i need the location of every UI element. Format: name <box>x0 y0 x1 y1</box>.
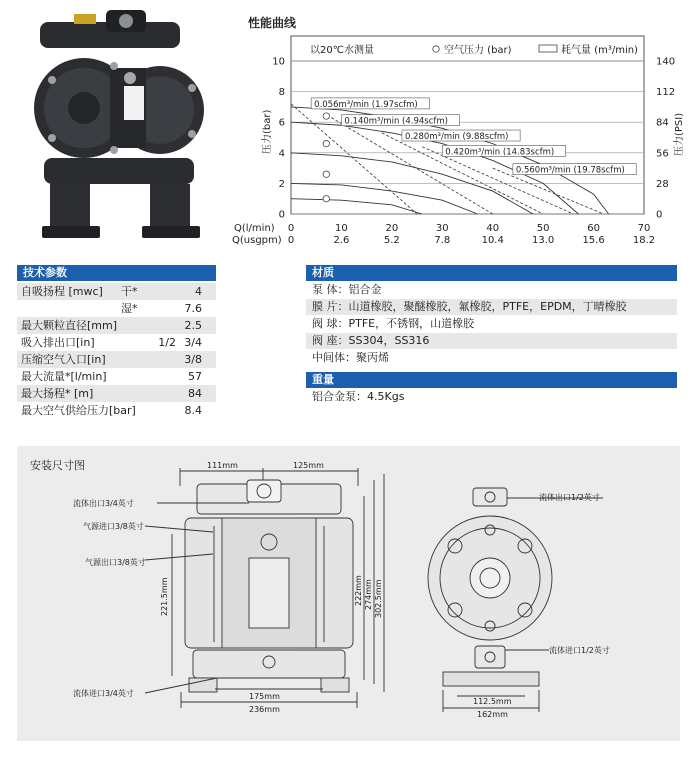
x-label-lmin: Q(l/min) <box>234 223 275 234</box>
dim-162: 162mm <box>477 710 508 719</box>
table-row <box>17 300 216 317</box>
performance-chart <box>230 34 690 248</box>
dim-111: 111mm <box>207 461 238 470</box>
y-tick-label: 10 <box>272 56 285 68</box>
pressure-marker <box>323 113 329 119</box>
spec-value: 7.6 <box>184 302 202 315</box>
side-view <box>428 488 603 712</box>
y-tick-label: 4 <box>278 148 285 160</box>
dim-274: 274mm <box>364 579 373 610</box>
consumption-label: 0.560m³/min (19.78scfm) <box>515 165 625 176</box>
spec-label: 自吸扬程 [mwc] <box>21 285 103 298</box>
table-row <box>17 385 216 402</box>
y2-tick-label: 56 <box>656 148 669 160</box>
y-tick-label: 0 <box>278 209 285 221</box>
legend-pressure: 空气压力 (bar) <box>444 45 512 56</box>
spec-label: 最大颗粒直径[mm] <box>21 319 118 332</box>
table-row <box>17 334 216 351</box>
label-air-out: 气源出口3/8英寸 <box>85 558 146 567</box>
table-row <box>17 368 216 385</box>
spec-value: 57 <box>188 370 202 383</box>
y2-tick-label: 84 <box>656 117 669 129</box>
x-tick-label: 60 <box>587 223 600 234</box>
dim-2215: 221.5mm <box>160 577 169 616</box>
weight-value: 铝合金泵：4.5Kgs <box>312 390 405 403</box>
list-item: 泵 体：铝合金 <box>312 283 382 296</box>
y-left-label: 压力(bar) <box>262 109 273 154</box>
spec-value: 3/8 <box>184 353 202 366</box>
spec-value: 2.5 <box>184 319 202 332</box>
weight-panel <box>306 372 677 405</box>
spec-label: 吸入排出口[in] <box>21 336 95 349</box>
spec-table <box>17 265 216 417</box>
pump-photo <box>22 8 212 246</box>
y-tick-label: 2 <box>278 178 285 190</box>
spec-sub: 干* <box>121 285 138 298</box>
x2-tick-label: 5.2 <box>383 235 400 246</box>
y-right-label: 压力(PSI) <box>674 112 685 156</box>
spec-value: 3/4 <box>184 336 202 349</box>
weight-title: 重量 <box>306 372 677 388</box>
spec-value-alt: 1/2 <box>158 336 176 349</box>
x2-tick-label: 13.0 <box>532 235 555 246</box>
spec-label: 最大流量*[l/min] <box>21 370 107 383</box>
label-outlet-front: 流体出口3/4英寸 <box>73 499 134 508</box>
x2-tick-label: 2.6 <box>333 235 350 246</box>
x-tick-label: 20 <box>385 223 399 234</box>
spec-title: 技术参数 <box>17 265 216 281</box>
consumption-label: 0.140m³/min (4.94scfm) <box>344 116 448 127</box>
label-inlet-front: 流体进口3/4英寸 <box>73 689 134 698</box>
y-tick-label: 8 <box>278 87 285 99</box>
table-row <box>17 283 216 300</box>
materials-panel <box>306 265 677 365</box>
legend-water: 以20℃水测量 <box>310 45 374 56</box>
legend-pressure-marker <box>433 46 439 52</box>
x-label-usgpm: Q(usgpm) <box>232 235 282 246</box>
dimension-drawing <box>17 446 680 741</box>
spec-value: 84 <box>188 387 202 400</box>
y2-tick-label: 112 <box>656 87 676 99</box>
spec-sub: 湿* <box>121 302 138 315</box>
spec-label: 最大空气供给压力[bar] <box>21 404 136 417</box>
y-tick-label: 6 <box>278 117 285 129</box>
y2-tick-label: 0 <box>656 209 663 221</box>
dim-222: 222mm <box>354 575 363 606</box>
label-inlet-side: 流体进口1/2英寸 <box>549 646 610 655</box>
y2-tick-label: 140 <box>656 56 676 68</box>
x-tick-label: 50 <box>536 223 550 234</box>
x2-tick-label: 0 <box>287 235 295 246</box>
x2-tick-label: 7.8 <box>434 235 451 246</box>
spec-value: 4 <box>195 285 202 298</box>
dim-1125: 112.5mm <box>473 697 512 706</box>
front-view <box>145 468 384 708</box>
legend-consumption: 耗气量 (m³/min) <box>561 45 638 56</box>
chart-heading: 性能曲线 <box>248 16 297 30</box>
spec-label: 最大扬程* [m] <box>21 387 94 400</box>
list-item: 膜 片：山道橡胶，聚醚橡胶，氟橡胶，PTFE，EPDM，丁晴橡胶 <box>306 299 677 315</box>
x2-tick-label: 15.6 <box>582 235 605 246</box>
consumption-label: 0.280m³/min (9.88scfm) <box>404 132 509 143</box>
pressure-marker <box>323 171 329 177</box>
list-item: 阀 座：SS304，SS316 <box>306 333 677 349</box>
list-item: 中间体：聚丙烯 <box>312 351 389 364</box>
label-air-in: 气源进口3/8英寸 <box>83 522 144 531</box>
label-outlet-side: 流体出口1/2英寸 <box>539 493 600 502</box>
consumption-label: 0.420m³/min (14.83scfm) <box>445 147 555 158</box>
legend-consumption-marker <box>539 45 557 52</box>
dim-236: 236mm <box>249 705 280 714</box>
x-tick-label: 10 <box>335 223 348 234</box>
spec-label: 压缩空气入口[in] <box>21 353 106 366</box>
table-row <box>17 402 216 419</box>
pressure-marker <box>323 140 329 146</box>
dimension-title: 安装尺寸图 <box>30 459 85 472</box>
materials-title: 材质 <box>306 265 677 281</box>
dim-3025: 302.5mm <box>374 579 383 618</box>
table-row <box>17 351 216 368</box>
list-item: 阀 球：PTFE，不锈钢，山道橡胶 <box>312 317 475 330</box>
x2-tick-label: 18.2 <box>632 235 656 246</box>
spec-value: 8.4 <box>184 404 202 417</box>
dim-175: 175mm <box>249 692 280 701</box>
dim-125: 125mm <box>293 461 324 470</box>
x-tick-label: 0 <box>287 223 295 234</box>
table-row <box>17 317 216 334</box>
pressure-marker <box>323 196 329 202</box>
x-tick-label: 40 <box>486 223 500 234</box>
x-tick-label: 70 <box>637 223 651 234</box>
consumption-label: 0.056m³/min (1.97scfm) <box>314 99 418 110</box>
x-tick-label: 30 <box>435 223 449 234</box>
y2-tick-label: 28 <box>656 178 669 190</box>
x2-tick-label: 10.4 <box>481 235 504 246</box>
